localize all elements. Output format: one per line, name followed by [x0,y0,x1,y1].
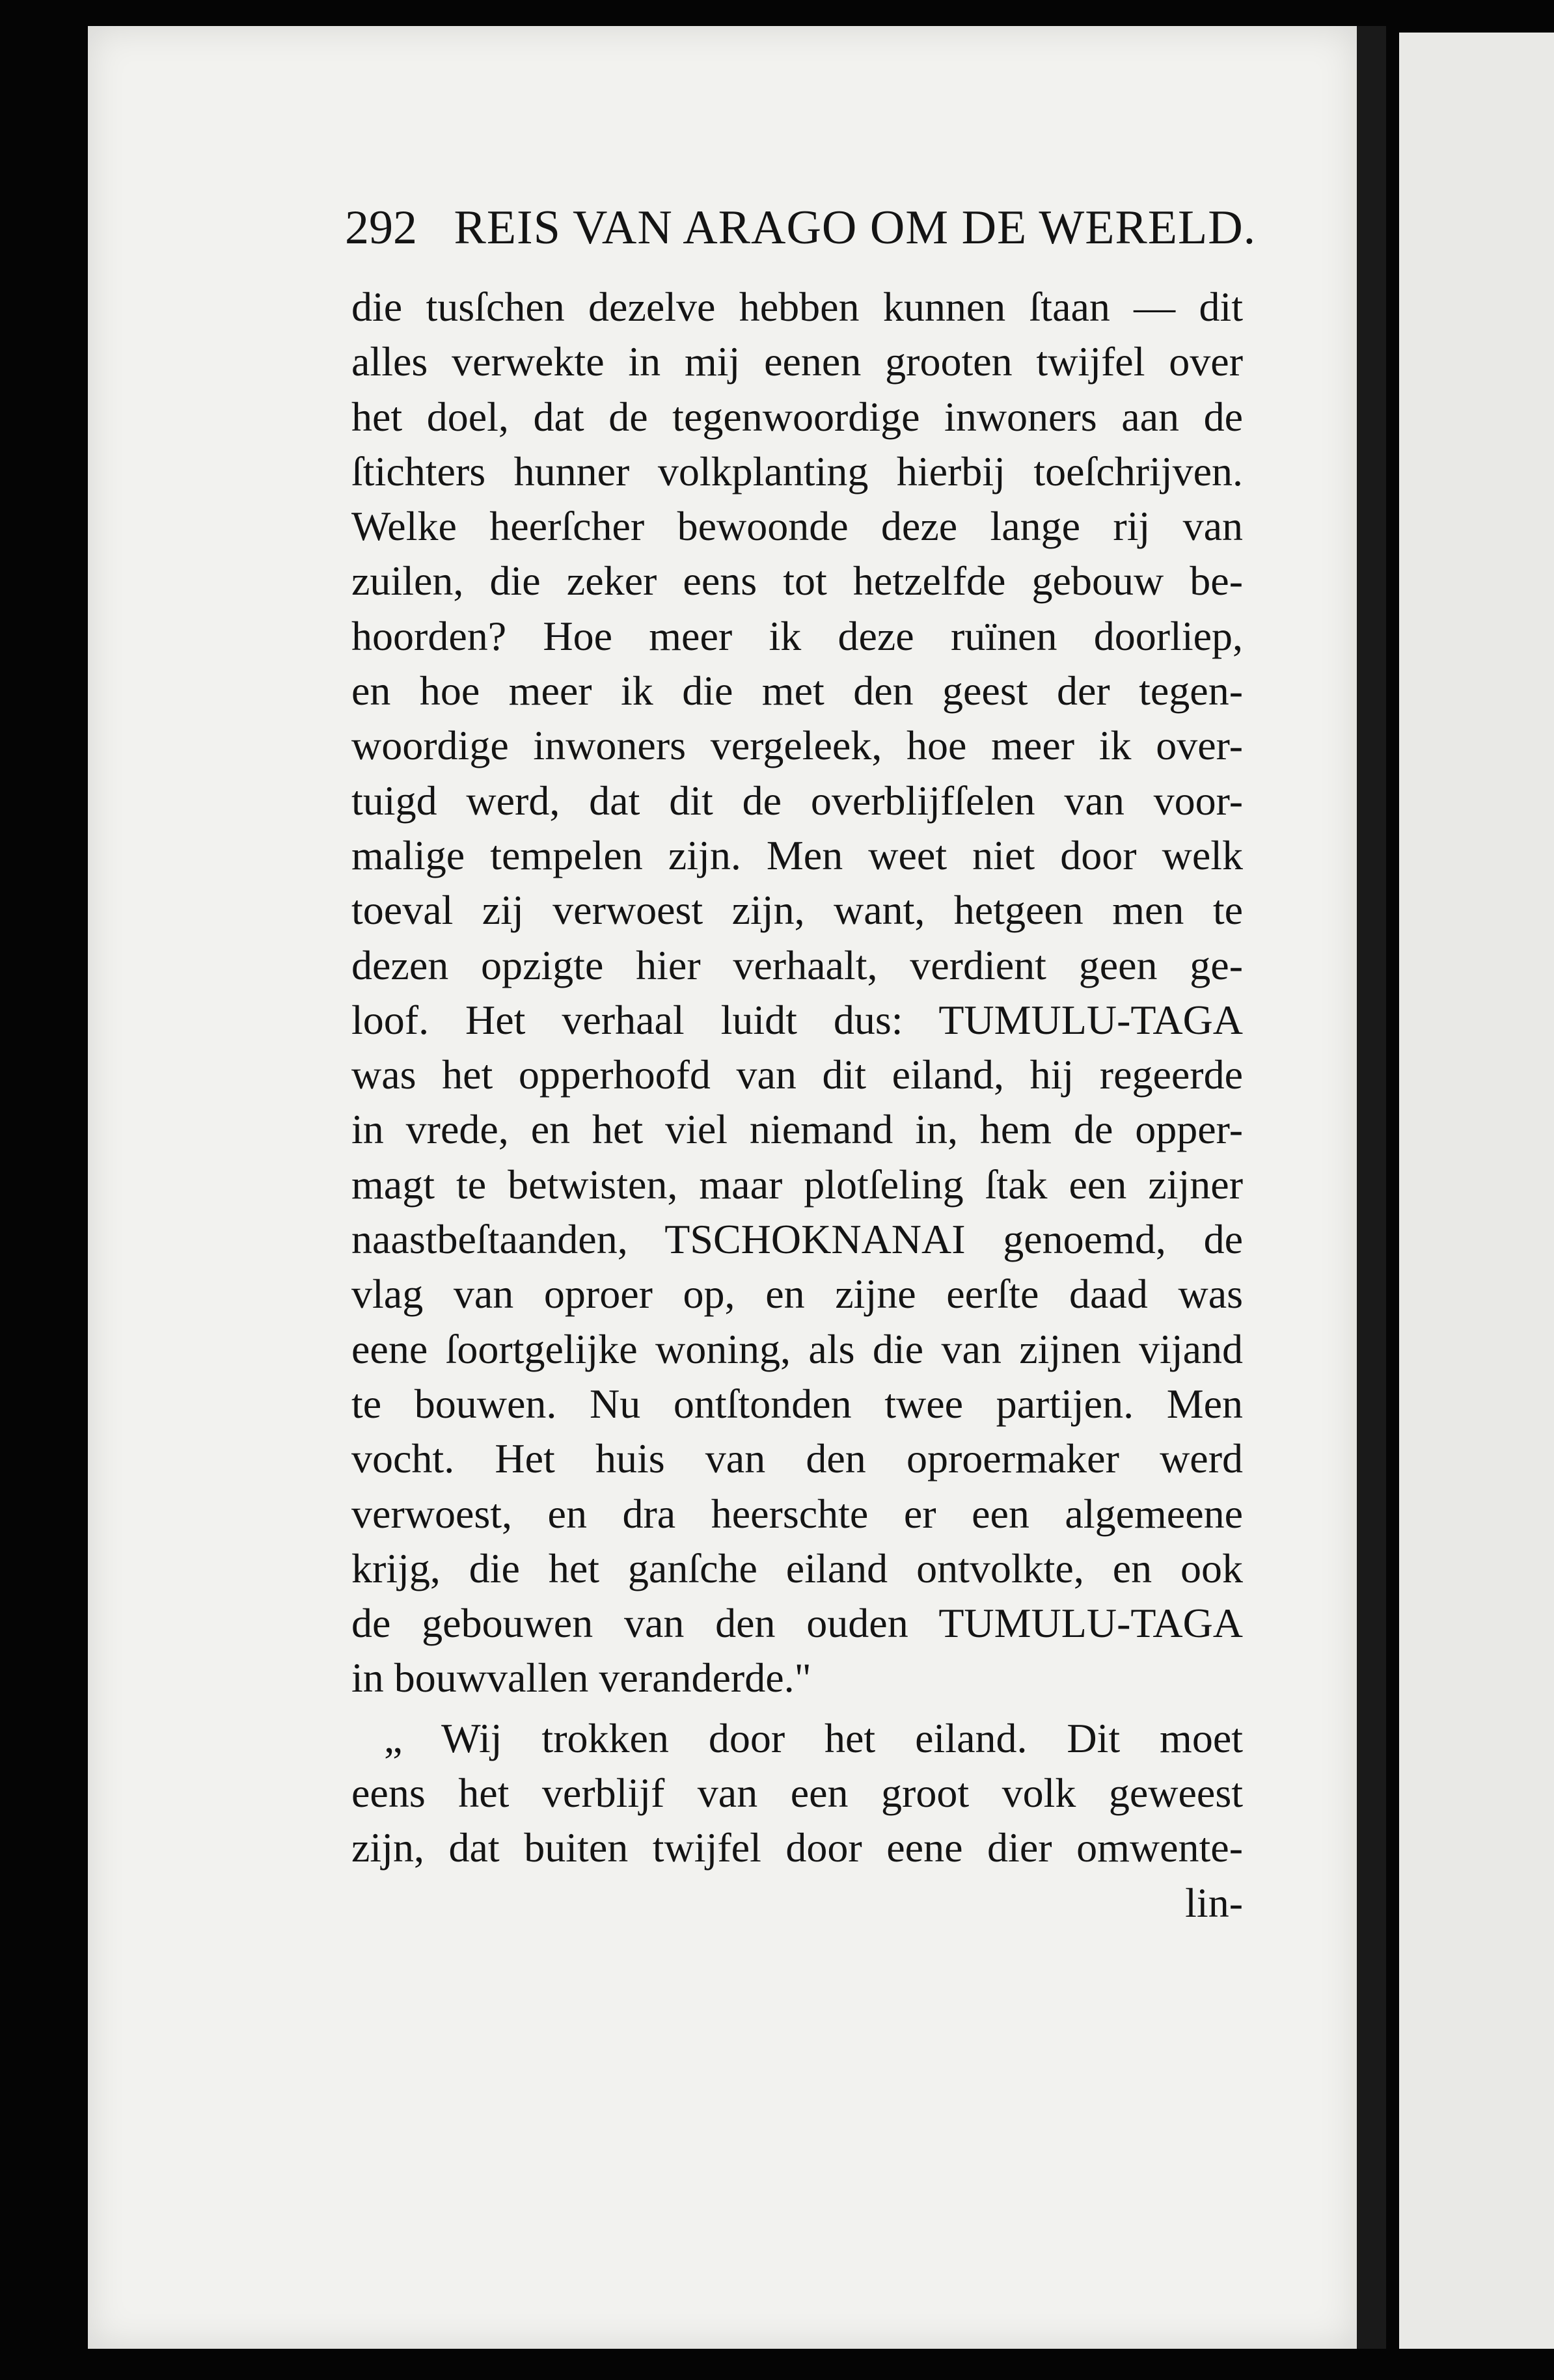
text-line: krijg, die het ganſche eiland ontvolkte, en ook [351,1545,1243,1591]
page-gutter-shadow [1357,26,1386,2349]
running-title: REIS VAN ARAGO OM DE WERELD. [454,201,1257,254]
text-line: magt te betwisten, maar plotſeling ſtak een zijner [351,1161,1243,1208]
text-line: hoorden? Hoe meer ik deze ruïnen doorliep, [351,612,1243,659]
text-line: malige tempelen zijn. Men weet niet door welk [351,832,1243,878]
text-line: verwoest, en dra heerschte er een algemeene [351,1490,1243,1537]
catchword: lin- [1185,1879,1243,1926]
text-line: en hoe meer ik die met den geest der tegen- [351,668,1243,714]
body-text [351,280,1243,1930]
text-line: „ Wij trokken door het eiland. Dit moet [384,1714,1243,1761]
adjacent-page-edge [1399,33,1554,2349]
running-header [345,200,1257,259]
text-line: te bouwen. Nu ontſtonden twee partijen. Men [351,1380,1243,1427]
text-line: naastbeſtaanden, TSCHOKNANAI genoemd, de [351,1216,1243,1263]
text-line: Welke heerſcher bewoonde deze lange rij van [351,503,1243,550]
text-line: ſtichters hunner volkplanting hierbij toeſchrijven. [351,448,1243,494]
text-line: eene ſoortgelijke woning, als die van zijnen vijand [351,1325,1243,1372]
text-line: eens het verblijf van een groot volk geweest [351,1770,1243,1817]
text-line: loof. Het verhaal luidt dus: TUMULU-TAGA [351,996,1243,1043]
text-line: vlag van oproer op, en zijne eerſte daad was [351,1271,1243,1318]
text-line: tuigd werd, dat dit de overblijfſelen van voor- [351,777,1243,824]
text-line: die tusſchen dezelve hebben kunnen ſtaan — dit [351,284,1243,330]
text-line: in vrede, en het viel niemand in, hem de opper- [351,1106,1243,1153]
text-line: in bouwvallen veranderde." [351,1655,811,1701]
text-line: het doel, dat de tegenwoordige inwoners aan de [351,393,1243,440]
text-line: was het opperhoofd van dit eiland, hij regeerde [351,1051,1243,1098]
page-number: 292 [345,201,417,254]
text-line: toeval zij verwoest zijn, want, hetgeen men te [351,887,1243,934]
text-line: woordige inwoners vergeleek, hoe meer ik over- [351,722,1243,769]
text-line: alles verwekte in mij eenen grooten twijfel over [351,338,1243,385]
text-line: zijn, dat buiten twijfel door eene dier omwente- [351,1824,1243,1871]
text-line: dezen opzigte hier verhaalt, verdient geen ge- [351,941,1243,988]
text-line: zuilen, die zeker eens tot hetzelfde gebouw be- [351,558,1243,604]
text-line: vocht. Het huis van den oproermaker werd [351,1435,1243,1482]
text-line: de gebouwen van den ouden TUMULU-TAGA [351,1600,1243,1647]
